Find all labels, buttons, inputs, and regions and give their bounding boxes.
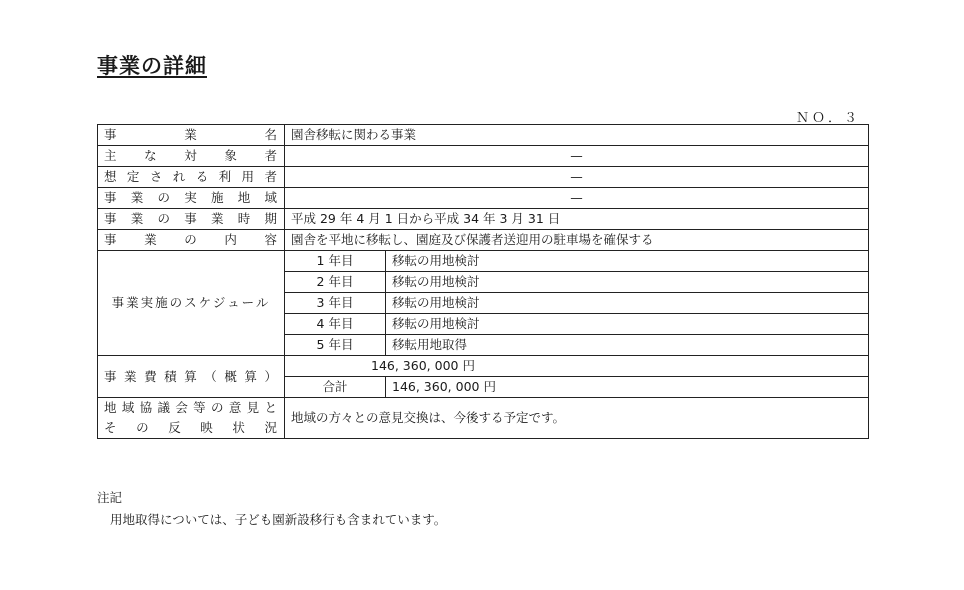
label-content: 事業の内容 (98, 230, 285, 251)
schedule-task: 移転の用地検討 (386, 251, 869, 272)
cost-amount: 146, 360, 000 円 (371, 358, 475, 373)
page-title: 事業の詳細 (97, 54, 207, 78)
label-cost: 事業費積算（概算） (98, 356, 285, 398)
value-project-name: 園舎移転に関わる事業 (285, 125, 869, 146)
table-row (98, 230, 869, 251)
schedule-year: 3 年目 (285, 293, 386, 314)
label-users: 想定される利用者 (98, 167, 285, 188)
value-target: — (285, 146, 869, 167)
schedule-task: 移転用地取得 (386, 335, 869, 356)
council-label-line2: その反映状況 (104, 420, 278, 435)
label-period: 事業の事業時期 (98, 209, 285, 230)
label-project-name: 事業名 (98, 125, 285, 146)
schedule-year: 1 年目 (285, 251, 386, 272)
schedule-year: 4 年目 (285, 314, 386, 335)
schedule-task: 移転の用地検討 (386, 293, 869, 314)
table-row (98, 125, 869, 146)
table-row (98, 209, 869, 230)
note-heading: 注記 (97, 490, 123, 505)
table-row (98, 146, 869, 167)
schedule-task: 移転の用地検討 (386, 272, 869, 293)
value-total: 146, 360, 000 円 (386, 377, 869, 398)
value-cost (285, 356, 869, 377)
label-area: 事業の実施地域 (98, 188, 285, 209)
schedule-year: 2 年目 (285, 272, 386, 293)
document-number: ＮＯ．３ (795, 111, 860, 126)
value-period: 平成 29 年 4 月 1 日から平成 34 年 3 月 31 日 (285, 209, 869, 230)
schedule-year: 5 年目 (285, 335, 386, 356)
value-users: — (285, 167, 869, 188)
table-row (98, 398, 869, 439)
project-detail-table (97, 124, 869, 439)
value-content: 園舎を平地に移転し、園庭及び保護者送迎用の駐車場を確保する (285, 230, 869, 251)
table-row (98, 251, 869, 272)
schedule-task: 移転の用地検討 (386, 314, 869, 335)
label-target: 主な対象者 (98, 146, 285, 167)
table-row (98, 188, 869, 209)
label-total: 合計 (285, 377, 386, 398)
label-schedule: 事業実施のスケジュール (98, 251, 285, 356)
note-text: 用地取得については、子ども園新設移行も含まれています。 (110, 512, 447, 527)
table-row (98, 167, 869, 188)
table-row (98, 356, 869, 377)
council-label-line1: 地域協議会等の意見と (104, 400, 278, 415)
value-council: 地域の方々との意見交換は、今後する予定です。 (285, 398, 869, 439)
label-council (98, 398, 285, 439)
value-area: — (285, 188, 869, 209)
